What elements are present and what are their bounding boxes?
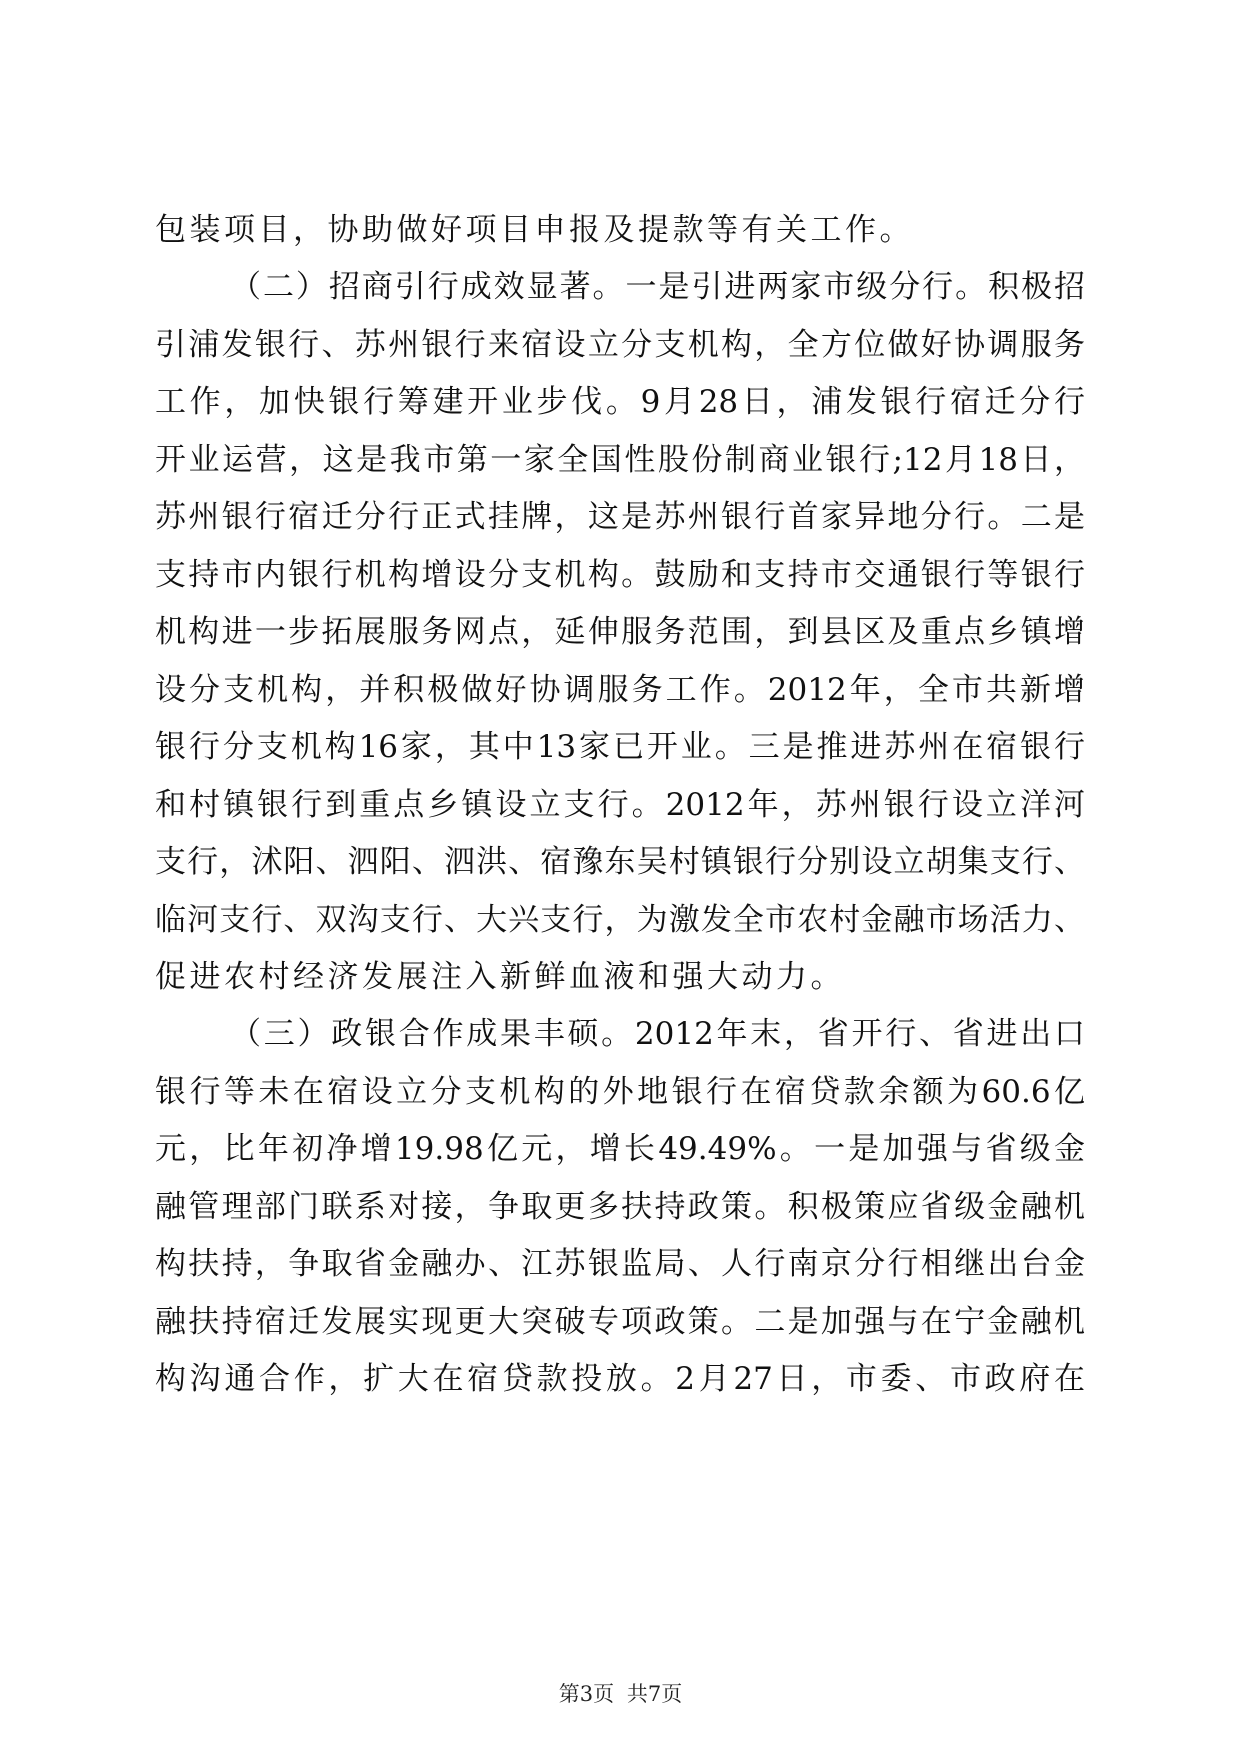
section-2-heading-line: （二）招商引行成效显著。一是引进两家市级分行。积极招 [230,269,1085,305]
text-line: 苏州银行宿迁分行正式挂牌，这是苏州银行首家异地分行。二是 [155,499,1085,535]
text-line: 机构进一步拓展服务网点，延伸服务范围，到县区及重点乡镇增 [155,614,1085,650]
page-total: 共7页 [626,1682,683,1706]
text-line: 支持市内银行机构增设分支机构。鼓励和支持市交通银行等银行 [155,557,1085,593]
text-line: 银行等未在宿设立分支机构的外地银行在宿贷款余额为60.6亿 [155,1074,1085,1110]
text-line: 开业运营，这是我市第一家全国性股份制商业银行;12月18日， [155,442,1085,478]
section-3-heading-line: （三）政银合作成果丰硕。2012年末，省开行、省进出口 [230,1016,1085,1052]
text-line: 构扶持，争取省金融办、江苏银监局、人行南京分行相继出台金 [155,1246,1085,1282]
text-line: 融管理部门联系对接，争取更多扶持政策。积极策应省级金融机 [155,1189,1085,1225]
page-footer [0,1680,1241,1708]
text-line: 引浦发银行、苏州银行来宿设立分支机构，全方位做好协调服务 [155,327,1085,363]
text-line: 和村镇银行到重点乡镇设立支行。2012年，苏州银行设立洋河 [155,787,1085,823]
text-line: 银行分支机构16家，其中13家已开业。三是推进苏州在宿银行 [155,729,1085,765]
text-line: 元，比年初净增19.98亿元，增长49.49%。一是加强与省级金 [155,1131,1085,1167]
text-line: 工作，加快银行筹建开业步伐。9月28日，浦发银行宿迁分行 [155,384,1085,420]
text-line: 包装项目，协助做好项目申报及提款等有关工作。 [155,212,914,248]
text-line: 临河支行、双沟支行、大兴支行，为激发全市农村金融市场活力、 [155,902,1085,938]
text-line: 设分支机构，并积极做好协调服务工作。2012年，全市共新增 [155,672,1085,708]
page-number: 第3页 [558,1682,615,1706]
text-line: 促进农村经济发展注入新鲜血液和强大动力。 [155,959,845,995]
text-line: 构沟通合作，扩大在宿贷款投放。2月27日，市委、市政府在 [155,1361,1085,1397]
text-line: 融扶持宿迁发展实现更大突破专项政策。二是加强与在宁金融机 [155,1304,1085,1340]
text-line: 支行，沭阳、泗阳、泗洪、宿豫东吴村镇银行分别设立胡集支行、 [155,844,1085,880]
